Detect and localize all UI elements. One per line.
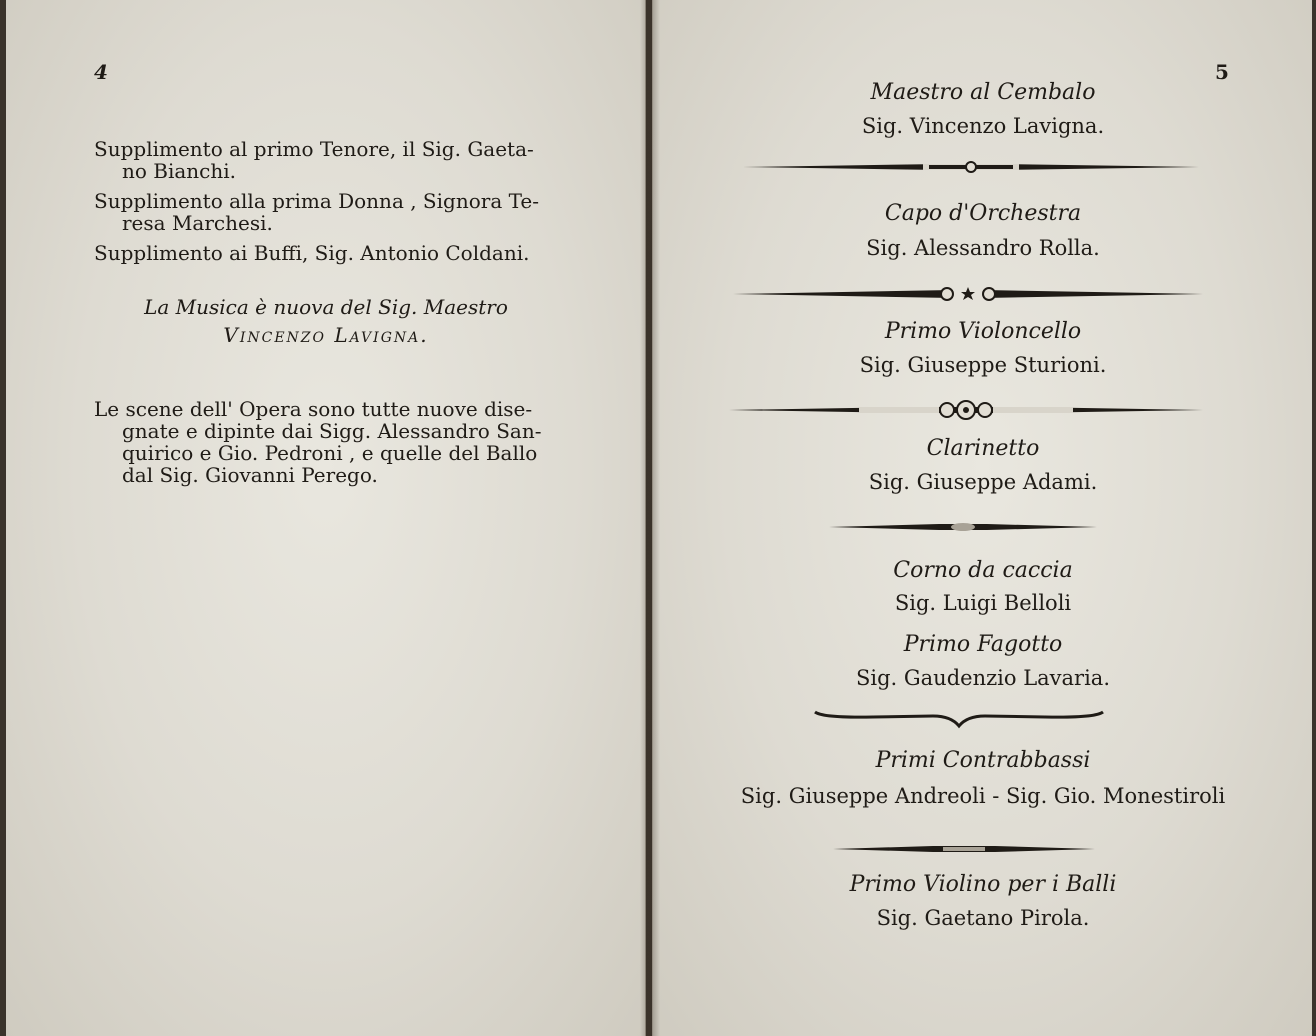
section-name: Sig. Luigi Belloli (894, 591, 1072, 615)
entry-line: resa Marchesi. (122, 211, 273, 235)
composer-name: Vincenzo Lavigna. (223, 323, 429, 347)
page-number-right: 5 (1215, 60, 1229, 84)
section-name: Sig. Alessandro Rolla. (866, 236, 1100, 260)
ornament-divider (833, 842, 1095, 856)
left-page (6, 0, 646, 1036)
section-role: Corno da caccia (893, 558, 1073, 583)
entry-line: Supplimento ai Buffi, Sig. Antonio Coldani. (94, 241, 530, 265)
section-name: Sig. Vincenzo Lavigna. (861, 114, 1105, 138)
ornament-divider (729, 400, 1203, 420)
section-name: Sig. Giuseppe Andreoli - Sig. Gio. Monestiroli (740, 784, 1226, 808)
section-role: Clarinetto (926, 436, 1040, 461)
page-number-left: 4 (94, 60, 108, 84)
ornament-divider (743, 158, 1199, 176)
prima-donna-understudy-entry (94, 190, 624, 234)
ornament-divider (733, 284, 1203, 304)
section-role: Capo d'Orchestra (884, 201, 1082, 226)
section-role: Primo Violoncello (884, 319, 1082, 344)
ornament-divider (829, 520, 1097, 534)
section-role: Primi Contrabbassi (875, 748, 1091, 773)
entry-line: no Bianchi. (122, 159, 237, 183)
section-role: Primo Fagotto (903, 632, 1063, 657)
section-name: Sig. Gaudenzio Lavaria. (855, 666, 1110, 690)
buffi-understudy-entry (94, 242, 624, 264)
scenes-line: quirico e Gio. Pedroni , e quelle del Ballo (122, 441, 538, 465)
scenes-line: gnate e dipinte dai Sigg. Alessandro San- (122, 419, 542, 443)
section-role: Primo Violino per i Balli (849, 872, 1117, 897)
right-page (652, 0, 1312, 1036)
scenes-credit (94, 398, 624, 486)
section-name: Sig. Giuseppe Sturioni. (859, 353, 1107, 377)
music-credit-line: La Musica è nuova del Sig. Maestro (144, 295, 508, 319)
scenes-line: dal Sig. Giovanni Perego. (122, 463, 378, 487)
entry-line: Supplimento al primo Tenore, il Sig. Gaeta- (94, 137, 534, 161)
scenes-line: Le scene dell' Opera sono tutte nuove dise- (94, 397, 533, 421)
tenor-understudy-entry (94, 138, 624, 182)
entry-line: Supplimento alla prima Donna , Signora Te- (94, 189, 539, 213)
section-name: Sig. Giuseppe Adami. (868, 470, 1098, 494)
book-gutter (640, 0, 660, 1036)
ornament-divider (813, 708, 1105, 730)
section-name: Sig. Gaetano Pirola. (876, 906, 1090, 930)
section-role: Maestro al Cembalo (870, 80, 1096, 105)
